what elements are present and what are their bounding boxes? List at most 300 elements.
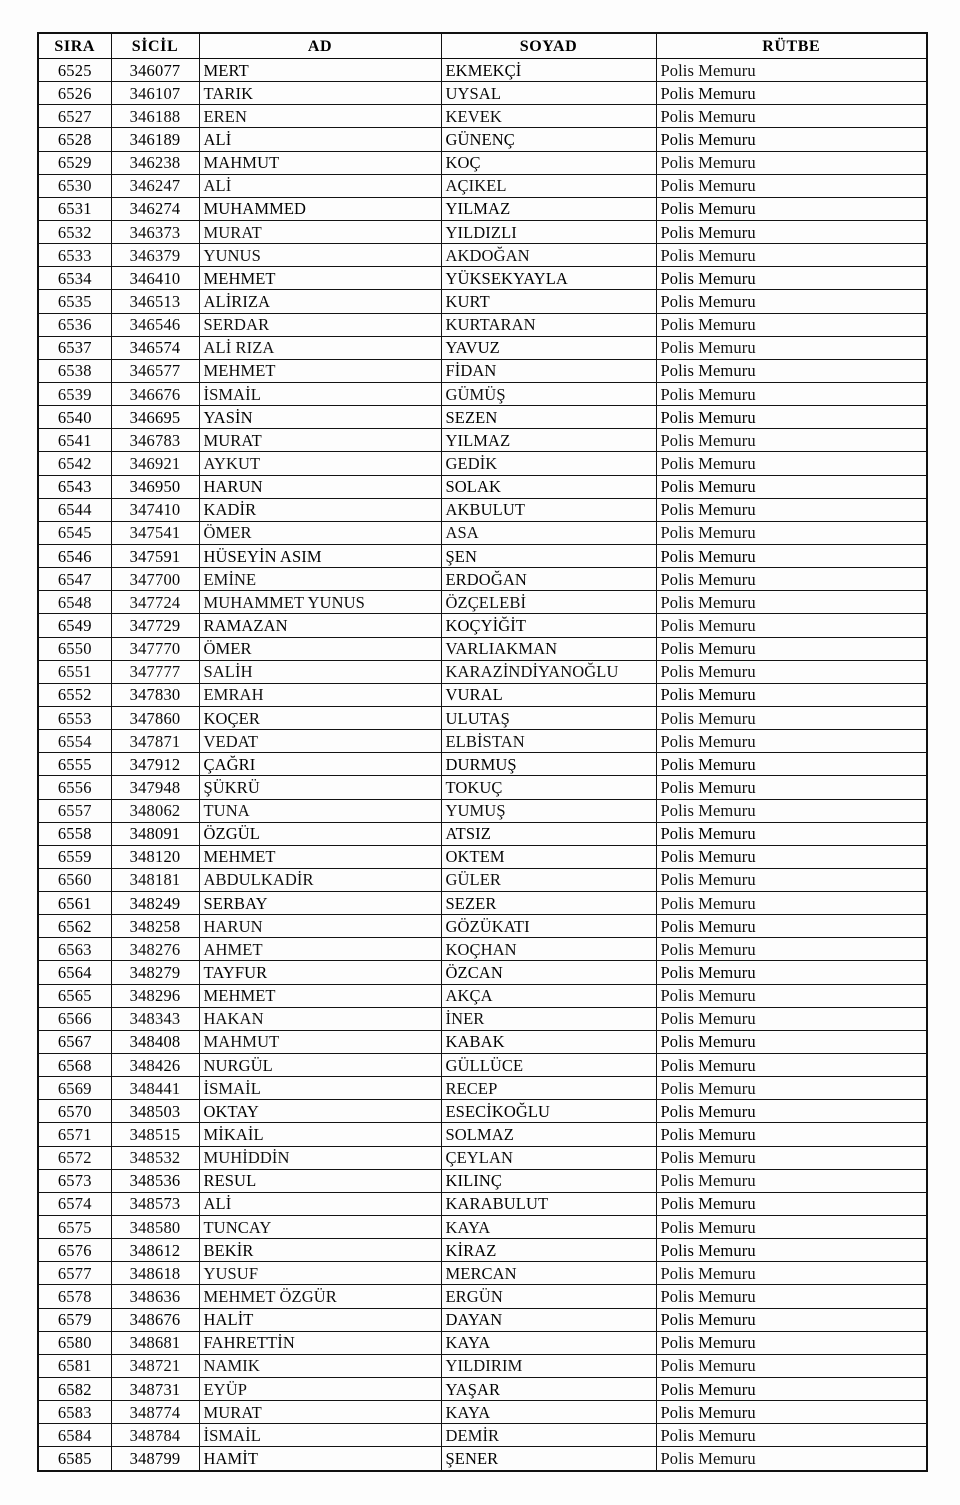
cell-ad: TUNA (199, 799, 441, 822)
cell-soyad: KAYA (441, 1401, 656, 1424)
cell-sira: 6529 (38, 151, 111, 174)
cell-sicil: 348636 (111, 1285, 199, 1308)
cell-rutbe: Polis Memuru (656, 961, 927, 984)
cell-soyad: GEDİK (441, 452, 656, 475)
cell-sira: 6582 (38, 1378, 111, 1401)
cell-soyad: KABAK (441, 1030, 656, 1053)
table-row (38, 59, 927, 82)
cell-sicil: 348426 (111, 1054, 199, 1077)
cell-soyad: AKBULUT (441, 498, 656, 521)
cell-soyad: VURAL (441, 683, 656, 706)
cell-ad: EREN (199, 105, 441, 128)
table-row (38, 1239, 927, 1262)
cell-sira: 6562 (38, 915, 111, 938)
column-header-soyad: SOYAD (441, 33, 656, 59)
table-row (38, 1030, 927, 1053)
cell-rutbe: Polis Memuru (656, 452, 927, 475)
cell-rutbe: Polis Memuru (656, 59, 927, 82)
cell-ad: NAMIK (199, 1354, 441, 1377)
cell-ad: SERDAR (199, 313, 441, 336)
table-row (38, 961, 927, 984)
cell-sicil: 348276 (111, 938, 199, 961)
cell-rutbe: Polis Memuru (656, 706, 927, 729)
cell-sira: 6540 (38, 406, 111, 429)
cell-sira: 6532 (38, 220, 111, 243)
cell-ad: EYÜP (199, 1378, 441, 1401)
cell-sira: 6556 (38, 776, 111, 799)
cell-rutbe: Polis Memuru (656, 151, 927, 174)
cell-rutbe: Polis Memuru (656, 544, 927, 567)
cell-ad: KADİR (199, 498, 441, 521)
table-row (38, 591, 927, 614)
cell-soyad: KARAZİNDİYANOĞLU (441, 660, 656, 683)
column-header-rutbe: RÜTBE (656, 33, 927, 59)
table-row (38, 938, 927, 961)
cell-soyad: AÇIKEL (441, 174, 656, 197)
cell-rutbe: Polis Memuru (656, 1123, 927, 1146)
cell-ad: MEHMET (199, 984, 441, 1007)
cell-rutbe: Polis Memuru (656, 313, 927, 336)
cell-ad: FAHRETTİN (199, 1331, 441, 1354)
cell-sicil: 348279 (111, 961, 199, 984)
column-header-sicil: SİCİL (111, 33, 199, 59)
cell-rutbe: Polis Memuru (656, 1100, 927, 1123)
table-row (38, 706, 927, 729)
cell-sicil: 346783 (111, 429, 199, 452)
cell-soyad: ERGÜN (441, 1285, 656, 1308)
cell-soyad: KILINÇ (441, 1169, 656, 1192)
table-row (38, 1169, 927, 1192)
cell-rutbe: Polis Memuru (656, 683, 927, 706)
cell-soyad: KOÇHAN (441, 938, 656, 961)
cell-soyad: EKMEKÇİ (441, 59, 656, 82)
cell-soyad: SEZER (441, 892, 656, 915)
cell-ad: MEHMET ÖZGÜR (199, 1285, 441, 1308)
cell-soyad: SOLMAZ (441, 1123, 656, 1146)
cell-ad: ÇAĞRI (199, 753, 441, 776)
cell-ad: EMRAH (199, 683, 441, 706)
cell-rutbe: Polis Memuru (656, 406, 927, 429)
table-row (38, 128, 927, 151)
cell-rutbe: Polis Memuru (656, 267, 927, 290)
cell-sicil: 348408 (111, 1030, 199, 1053)
cell-ad: HARUN (199, 915, 441, 938)
table-row (38, 336, 927, 359)
cell-ad: RESUL (199, 1169, 441, 1192)
cell-sicil: 348503 (111, 1100, 199, 1123)
cell-soyad: KİRAZ (441, 1239, 656, 1262)
cell-ad: MEHMET (199, 359, 441, 382)
cell-sicil: 347700 (111, 568, 199, 591)
cell-rutbe: Polis Memuru (656, 1331, 927, 1354)
cell-ad: MURAT (199, 220, 441, 243)
cell-sira: 6537 (38, 336, 111, 359)
cell-ad: SALİH (199, 660, 441, 683)
cell-sira: 6536 (38, 313, 111, 336)
cell-sicil: 348731 (111, 1378, 199, 1401)
cell-sicil: 347830 (111, 683, 199, 706)
cell-sira: 6560 (38, 868, 111, 891)
cell-soyad: KEVEK (441, 105, 656, 128)
personnel-table (37, 32, 928, 1472)
cell-soyad: ÇEYLAN (441, 1146, 656, 1169)
cell-ad: TUNCAY (199, 1216, 441, 1239)
cell-ad: HÜSEYİN ASIM (199, 544, 441, 567)
cell-soyad: KOÇ (441, 151, 656, 174)
table-body (38, 59, 927, 1471)
cell-rutbe: Polis Memuru (656, 174, 927, 197)
cell-sicil: 348343 (111, 1007, 199, 1030)
table-row (38, 753, 927, 776)
cell-sicil: 346410 (111, 267, 199, 290)
cell-soyad: YILMAZ (441, 429, 656, 452)
cell-sira: 6567 (38, 1030, 111, 1053)
cell-rutbe: Polis Memuru (656, 1239, 927, 1262)
table-row (38, 1100, 927, 1123)
table-row (38, 452, 927, 475)
cell-sira: 6559 (38, 845, 111, 868)
cell-sira: 6578 (38, 1285, 111, 1308)
cell-ad: OKTAY (199, 1100, 441, 1123)
cell-soyad: KARABULUT (441, 1192, 656, 1215)
cell-rutbe: Polis Memuru (656, 1401, 927, 1424)
cell-ad: YUSUF (199, 1262, 441, 1285)
cell-soyad: KOÇYİĞİT (441, 614, 656, 637)
cell-rutbe: Polis Memuru (656, 984, 927, 1007)
cell-rutbe: Polis Memuru (656, 244, 927, 267)
cell-sira: 6585 (38, 1447, 111, 1471)
table-row (38, 1146, 927, 1169)
table-row (38, 105, 927, 128)
cell-ad: MAHMUT (199, 151, 441, 174)
cell-sira: 6584 (38, 1424, 111, 1447)
cell-soyad: İNER (441, 1007, 656, 1030)
cell-sira: 6583 (38, 1401, 111, 1424)
cell-sicil: 348091 (111, 822, 199, 845)
cell-sicil: 347860 (111, 706, 199, 729)
cell-sira: 6576 (38, 1239, 111, 1262)
cell-sicil: 347770 (111, 637, 199, 660)
cell-ad: HARUN (199, 475, 441, 498)
cell-sicil: 347912 (111, 753, 199, 776)
cell-ad: ABDULKADİR (199, 868, 441, 891)
cell-ad: MEHMET (199, 267, 441, 290)
cell-soyad: ELBİSTAN (441, 730, 656, 753)
cell-soyad: YILDIZLI (441, 220, 656, 243)
cell-ad: EMİNE (199, 568, 441, 591)
cell-ad: AHMET (199, 938, 441, 961)
cell-ad: KOÇER (199, 706, 441, 729)
cell-ad: AYKUT (199, 452, 441, 475)
cell-soyad: MERCAN (441, 1262, 656, 1285)
table-row (38, 406, 927, 429)
cell-rutbe: Polis Memuru (656, 498, 927, 521)
table-row (38, 868, 927, 891)
cell-soyad: GÖZÜKATI (441, 915, 656, 938)
table-row (38, 1354, 927, 1377)
table-row (38, 498, 927, 521)
table-row (38, 984, 927, 1007)
cell-soyad: GÜNENÇ (441, 128, 656, 151)
table-row (38, 1007, 927, 1030)
cell-ad: İSMAİL (199, 382, 441, 405)
cell-rutbe: Polis Memuru (656, 776, 927, 799)
cell-rutbe: Polis Memuru (656, 128, 927, 151)
cell-soyad: AKÇA (441, 984, 656, 1007)
cell-rutbe: Polis Memuru (656, 1285, 927, 1308)
table-row (38, 174, 927, 197)
table-row (38, 1308, 927, 1331)
cell-soyad: DAYAN (441, 1308, 656, 1331)
cell-sira: 6571 (38, 1123, 111, 1146)
table-row (38, 521, 927, 544)
cell-sira: 6541 (38, 429, 111, 452)
cell-sicil: 348612 (111, 1239, 199, 1262)
cell-soyad: ÖZCAN (441, 961, 656, 984)
cell-sira: 6561 (38, 892, 111, 915)
cell-rutbe: Polis Memuru (656, 220, 927, 243)
cell-sicil: 346577 (111, 359, 199, 382)
cell-ad: NURGÜL (199, 1054, 441, 1077)
cell-sicil: 346574 (111, 336, 199, 359)
cell-ad: HAMİT (199, 1447, 441, 1471)
cell-sira: 6533 (38, 244, 111, 267)
table-row (38, 82, 927, 105)
cell-ad: İSMAİL (199, 1077, 441, 1100)
cell-rutbe: Polis Memuru (656, 1378, 927, 1401)
cell-sicil: 346513 (111, 290, 199, 313)
cell-rutbe: Polis Memuru (656, 1354, 927, 1377)
cell-sicil: 347948 (111, 776, 199, 799)
cell-rutbe: Polis Memuru (656, 1447, 927, 1471)
cell-rutbe: Polis Memuru (656, 1054, 927, 1077)
cell-sira: 6580 (38, 1331, 111, 1354)
cell-sicil: 348573 (111, 1192, 199, 1215)
cell-soyad: GÜLER (441, 868, 656, 891)
table-row (38, 614, 927, 637)
cell-ad: İSMAİL (199, 1424, 441, 1447)
cell-sicil: 348774 (111, 1401, 199, 1424)
cell-sira: 6542 (38, 452, 111, 475)
cell-sicil: 348120 (111, 845, 199, 868)
cell-ad: MEHMET (199, 845, 441, 868)
cell-rutbe: Polis Memuru (656, 1216, 927, 1239)
cell-sira: 6555 (38, 753, 111, 776)
cell-soyad: YILDIRIM (441, 1354, 656, 1377)
table-header-row (38, 33, 927, 59)
column-header-ad: AD (199, 33, 441, 59)
table-row (38, 1192, 927, 1215)
cell-sicil: 348249 (111, 892, 199, 915)
cell-rutbe: Polis Memuru (656, 1077, 927, 1100)
cell-soyad: KAYA (441, 1216, 656, 1239)
cell-sicil: 347729 (111, 614, 199, 637)
cell-rutbe: Polis Memuru (656, 822, 927, 845)
cell-sicil: 346921 (111, 452, 199, 475)
table-row (38, 1216, 927, 1239)
cell-sicil: 347871 (111, 730, 199, 753)
cell-rutbe: Polis Memuru (656, 429, 927, 452)
cell-sicil: 346238 (111, 151, 199, 174)
cell-rutbe: Polis Memuru (656, 382, 927, 405)
cell-ad: MUHAMMET YUNUS (199, 591, 441, 614)
cell-sira: 6566 (38, 1007, 111, 1030)
cell-ad: ALİRIZA (199, 290, 441, 313)
cell-soyad: GÜLLÜCE (441, 1054, 656, 1077)
cell-ad: YASİN (199, 406, 441, 429)
cell-sira: 6553 (38, 706, 111, 729)
table-row (38, 429, 927, 452)
cell-ad: TARIK (199, 82, 441, 105)
cell-soyad: VARLIAKMAN (441, 637, 656, 660)
cell-soyad: YILMAZ (441, 197, 656, 220)
cell-rutbe: Polis Memuru (656, 753, 927, 776)
cell-sicil: 347410 (111, 498, 199, 521)
cell-rutbe: Polis Memuru (656, 82, 927, 105)
cell-sira: 6544 (38, 498, 111, 521)
table-row (38, 845, 927, 868)
cell-sicil: 347541 (111, 521, 199, 544)
cell-ad: MUHİDDİN (199, 1146, 441, 1169)
cell-ad: YUNUS (199, 244, 441, 267)
cell-rutbe: Polis Memuru (656, 892, 927, 915)
cell-sicil: 348721 (111, 1354, 199, 1377)
table-row (38, 1077, 927, 1100)
cell-sicil: 348536 (111, 1169, 199, 1192)
cell-sicil: 346189 (111, 128, 199, 151)
cell-soyad: OKTEM (441, 845, 656, 868)
cell-sira: 6551 (38, 660, 111, 683)
cell-soyad: YUMUŞ (441, 799, 656, 822)
cell-sicil: 346695 (111, 406, 199, 429)
table-row (38, 730, 927, 753)
cell-soyad: ULUTAŞ (441, 706, 656, 729)
cell-ad: ALİ (199, 174, 441, 197)
cell-rutbe: Polis Memuru (656, 1007, 927, 1030)
cell-sira: 6574 (38, 1192, 111, 1215)
cell-sicil: 346373 (111, 220, 199, 243)
cell-sira: 6547 (38, 568, 111, 591)
table-row (38, 290, 927, 313)
cell-sira: 6525 (38, 59, 111, 82)
cell-ad: MİKAİL (199, 1123, 441, 1146)
cell-rutbe: Polis Memuru (656, 1146, 927, 1169)
cell-ad: RAMAZAN (199, 614, 441, 637)
table-row (38, 382, 927, 405)
cell-rutbe: Polis Memuru (656, 290, 927, 313)
table-row (38, 892, 927, 915)
cell-sira: 6554 (38, 730, 111, 753)
cell-sicil: 348181 (111, 868, 199, 891)
cell-sira: 6565 (38, 984, 111, 1007)
cell-soyad: ÖZÇELEBİ (441, 591, 656, 614)
cell-sira: 6581 (38, 1354, 111, 1377)
cell-soyad: KAYA (441, 1331, 656, 1354)
cell-sira: 6563 (38, 938, 111, 961)
cell-rutbe: Polis Memuru (656, 1424, 927, 1447)
cell-sicil: 348258 (111, 915, 199, 938)
cell-ad: MERT (199, 59, 441, 82)
cell-rutbe: Polis Memuru (656, 637, 927, 660)
cell-sira: 6550 (38, 637, 111, 660)
cell-ad: ÖZGÜL (199, 822, 441, 845)
cell-soyad: DURMUŞ (441, 753, 656, 776)
table-row (38, 1447, 927, 1471)
cell-sira: 6548 (38, 591, 111, 614)
cell-sira: 6579 (38, 1308, 111, 1331)
cell-rutbe: Polis Memuru (656, 730, 927, 753)
table-row (38, 1054, 927, 1077)
cell-soyad: ŞEN (441, 544, 656, 567)
cell-sira: 6530 (38, 174, 111, 197)
cell-sira: 6534 (38, 267, 111, 290)
cell-soyad: FİDAN (441, 359, 656, 382)
cell-rutbe: Polis Memuru (656, 105, 927, 128)
cell-ad: TAYFUR (199, 961, 441, 984)
cell-soyad: SEZEN (441, 406, 656, 429)
cell-sira: 6527 (38, 105, 111, 128)
cell-sicil: 348784 (111, 1424, 199, 1447)
cell-soyad: AKDOĞAN (441, 244, 656, 267)
cell-sicil: 348618 (111, 1262, 199, 1285)
cell-ad: SERBAY (199, 892, 441, 915)
cell-rutbe: Polis Memuru (656, 1030, 927, 1053)
cell-soyad: GÜMÜŞ (441, 382, 656, 405)
cell-sira: 6558 (38, 822, 111, 845)
table-row (38, 776, 927, 799)
cell-ad: ÖMER (199, 637, 441, 660)
cell-sira: 6575 (38, 1216, 111, 1239)
cell-sira: 6572 (38, 1146, 111, 1169)
cell-sicil: 346546 (111, 313, 199, 336)
cell-rutbe: Polis Memuru (656, 1262, 927, 1285)
cell-sicil: 348296 (111, 984, 199, 1007)
cell-ad: MAHMUT (199, 1030, 441, 1053)
table-row (38, 568, 927, 591)
cell-sira: 6570 (38, 1100, 111, 1123)
cell-sicil: 346188 (111, 105, 199, 128)
cell-soyad: DEMİR (441, 1424, 656, 1447)
cell-sicil: 346950 (111, 475, 199, 498)
cell-soyad: ESECİKOĞLU (441, 1100, 656, 1123)
cell-sira: 6569 (38, 1077, 111, 1100)
table-row (38, 244, 927, 267)
cell-soyad: TOKUÇ (441, 776, 656, 799)
cell-sicil: 347591 (111, 544, 199, 567)
cell-sicil: 348681 (111, 1331, 199, 1354)
cell-soyad: ASA (441, 521, 656, 544)
cell-soyad: RECEP (441, 1077, 656, 1100)
cell-soyad: ATSIZ (441, 822, 656, 845)
cell-rutbe: Polis Memuru (656, 197, 927, 220)
table-row (38, 1331, 927, 1354)
cell-sicil: 346676 (111, 382, 199, 405)
cell-rutbe: Polis Memuru (656, 660, 927, 683)
table-row (38, 822, 927, 845)
table-header (38, 33, 927, 59)
cell-rutbe: Polis Memuru (656, 1192, 927, 1215)
cell-sira: 6531 (38, 197, 111, 220)
table-row (38, 359, 927, 382)
cell-sira: 6549 (38, 614, 111, 637)
cell-sicil: 348532 (111, 1146, 199, 1169)
cell-sira: 6573 (38, 1169, 111, 1192)
cell-rutbe: Polis Memuru (656, 475, 927, 498)
table-row (38, 1378, 927, 1401)
cell-sicil: 347777 (111, 660, 199, 683)
cell-sicil: 348799 (111, 1447, 199, 1471)
table-row (38, 1123, 927, 1146)
